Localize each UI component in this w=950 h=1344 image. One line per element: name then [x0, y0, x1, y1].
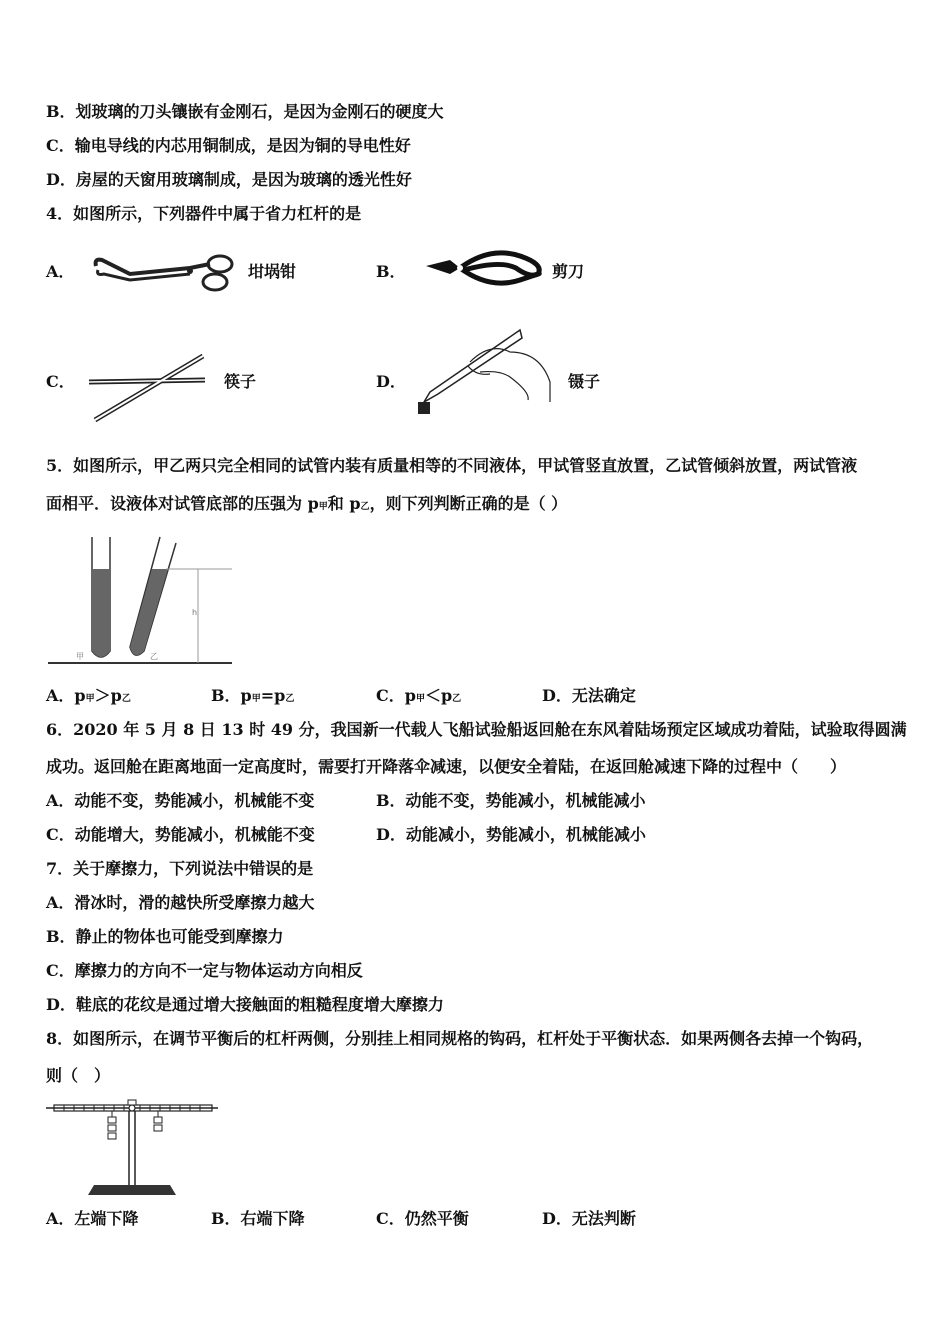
q5-option-a-sub-jia: 甲 [85, 694, 95, 704]
test-tubes-figure [46, 533, 236, 668]
q4-option-b-name: 剪刀 [552, 262, 585, 281]
q7-option-b: B．静止的物体也可能受到摩擦力 [46, 927, 284, 946]
q5-option-b-sub-jia: 甲 [251, 694, 261, 704]
q4-option-c-letter: C． [46, 372, 75, 391]
q4-option-c-name: 筷子 [224, 372, 257, 391]
fig-label-jia: 甲 [76, 652, 84, 661]
q5-option-b-letter: B． [211, 686, 241, 705]
scissors-figure [420, 244, 550, 294]
fig-label-h: h [192, 608, 198, 617]
q8-option-d: D．无法判断 [542, 1209, 636, 1228]
q6-option-b: B．动能不变，势能减小，机械能减小 [376, 791, 646, 810]
q6-option-d: D．动能减小，势能减小，机械能减小 [376, 825, 646, 844]
q5-option-b-p: p [240, 686, 252, 705]
crucible-tongs-figure [90, 246, 240, 296]
q5-option-a-letter: A． [46, 686, 75, 705]
q5-option-a-p: p [74, 686, 86, 705]
q6-stem-line2: 成功。返回舱在距离地面一定高度时，需要打开降落伞减速，以便安全着陆，在返回舱减速下降的过程中（ ） [46, 757, 847, 776]
q5-stem-part-a: 面相平．设液体对试管底部的压强为 p [46, 494, 319, 513]
q5-option-d-letter: D． [542, 686, 572, 705]
q8-option-a: A．左端下降 [46, 1209, 139, 1228]
q6-option-c: C．动能增大，势能减小，机械能不变 [46, 825, 315, 844]
q7-option-d: D．鞋底的花纹是通过增大接触面的粗糙程度增大摩擦力 [46, 995, 444, 1014]
tweezers-figure [410, 322, 555, 422]
q3-option-b: B．划玻璃的刀头镶嵌有金刚石，是因为金刚石的硬度大 [46, 102, 444, 121]
q4-option-a-letter: A． [46, 262, 75, 281]
q4-option-d-letter: D． [376, 372, 406, 391]
q4-stem: 4．如图所示，下列器件中属于省力杠杆的是 [46, 204, 362, 223]
q5-option-c-p: p [404, 686, 416, 705]
q5-option-c-letter: C． [376, 686, 405, 705]
q5-option-d [542, 686, 636, 706]
q5-sub-yi: 乙 [360, 502, 370, 512]
q5-option-c-sub-jia: 甲 [415, 694, 425, 704]
q6-option-a: A．动能不变，势能减小，机械能不变 [46, 791, 315, 810]
lever-balance-figure [44, 1097, 224, 1199]
q5-option-b-sub-yi: 乙 [285, 694, 295, 704]
q6-stem-line1: 6．2020 年 5 月 8 日 13 时 49 分，我国新一代载人飞船试验船返回舱在东风着陆场预定区域成功着陆，试验取得圆满 [46, 720, 907, 739]
q5-option-a-sub-yi: 乙 [121, 694, 131, 704]
q5-option-c-rel: ＜p [424, 686, 453, 705]
q4-option-d-name: 镊子 [568, 372, 601, 391]
q7-option-a: A．滑冰时，滑的越快所受摩擦力越大 [46, 893, 315, 912]
q5-option-a-rel: ＞p [94, 686, 122, 705]
q8-option-b: B．右端下降 [211, 1209, 305, 1228]
q5-option-d-text: 无法确定 [571, 686, 636, 705]
q3-option-d: D．房屋的天窗用玻璃制成，是因为玻璃的透光性好 [46, 170, 412, 189]
q5-option-a [46, 686, 131, 709]
q8-stem-line2: 则（ ） [46, 1066, 111, 1085]
q5-option-c [376, 686, 461, 709]
chopsticks-figure [85, 350, 210, 425]
q5-option-c-sub-yi: 乙 [452, 694, 462, 704]
q8-stem-line1: 8．如图所示，在调节平衡后的杠杆两侧，分别挂上相同规格的钩码，杠杆处于平衡状态．如果两侧各去掉一个钩码， [46, 1029, 874, 1048]
q5-stem-part-b: 和 p [327, 494, 361, 513]
q5-stem-line1: 5．如图所示，甲乙两只完全相同的试管内装有质量相等的不同液体，甲试管竖直放置，乙试管倾斜放置，两试管液 [46, 456, 858, 475]
q4-option-b-letter: B． [376, 262, 406, 281]
fig-label-yi: 乙 [150, 652, 158, 661]
q5-option-b-rel: =p [260, 686, 286, 705]
q8-option-c: C．仍然平衡 [376, 1209, 469, 1228]
q4-option-a-name: 坩埚钳 [248, 262, 297, 281]
q3-option-c: C．输电导线的内芯用铜制成，是因为铜的导电性好 [46, 136, 411, 155]
q5-option-b [211, 686, 294, 709]
q5-stem-part-c: ，则下列判断正确的是（ ） [369, 494, 568, 513]
q7-stem: 7．关于摩擦力，下列说法中错误的是 [46, 859, 314, 878]
q7-option-c: C．摩擦力的方向不一定与物体运动方向相反 [46, 961, 363, 980]
q5-sub-jia: 甲 [318, 502, 328, 512]
q5-stem-line2 [46, 494, 567, 517]
